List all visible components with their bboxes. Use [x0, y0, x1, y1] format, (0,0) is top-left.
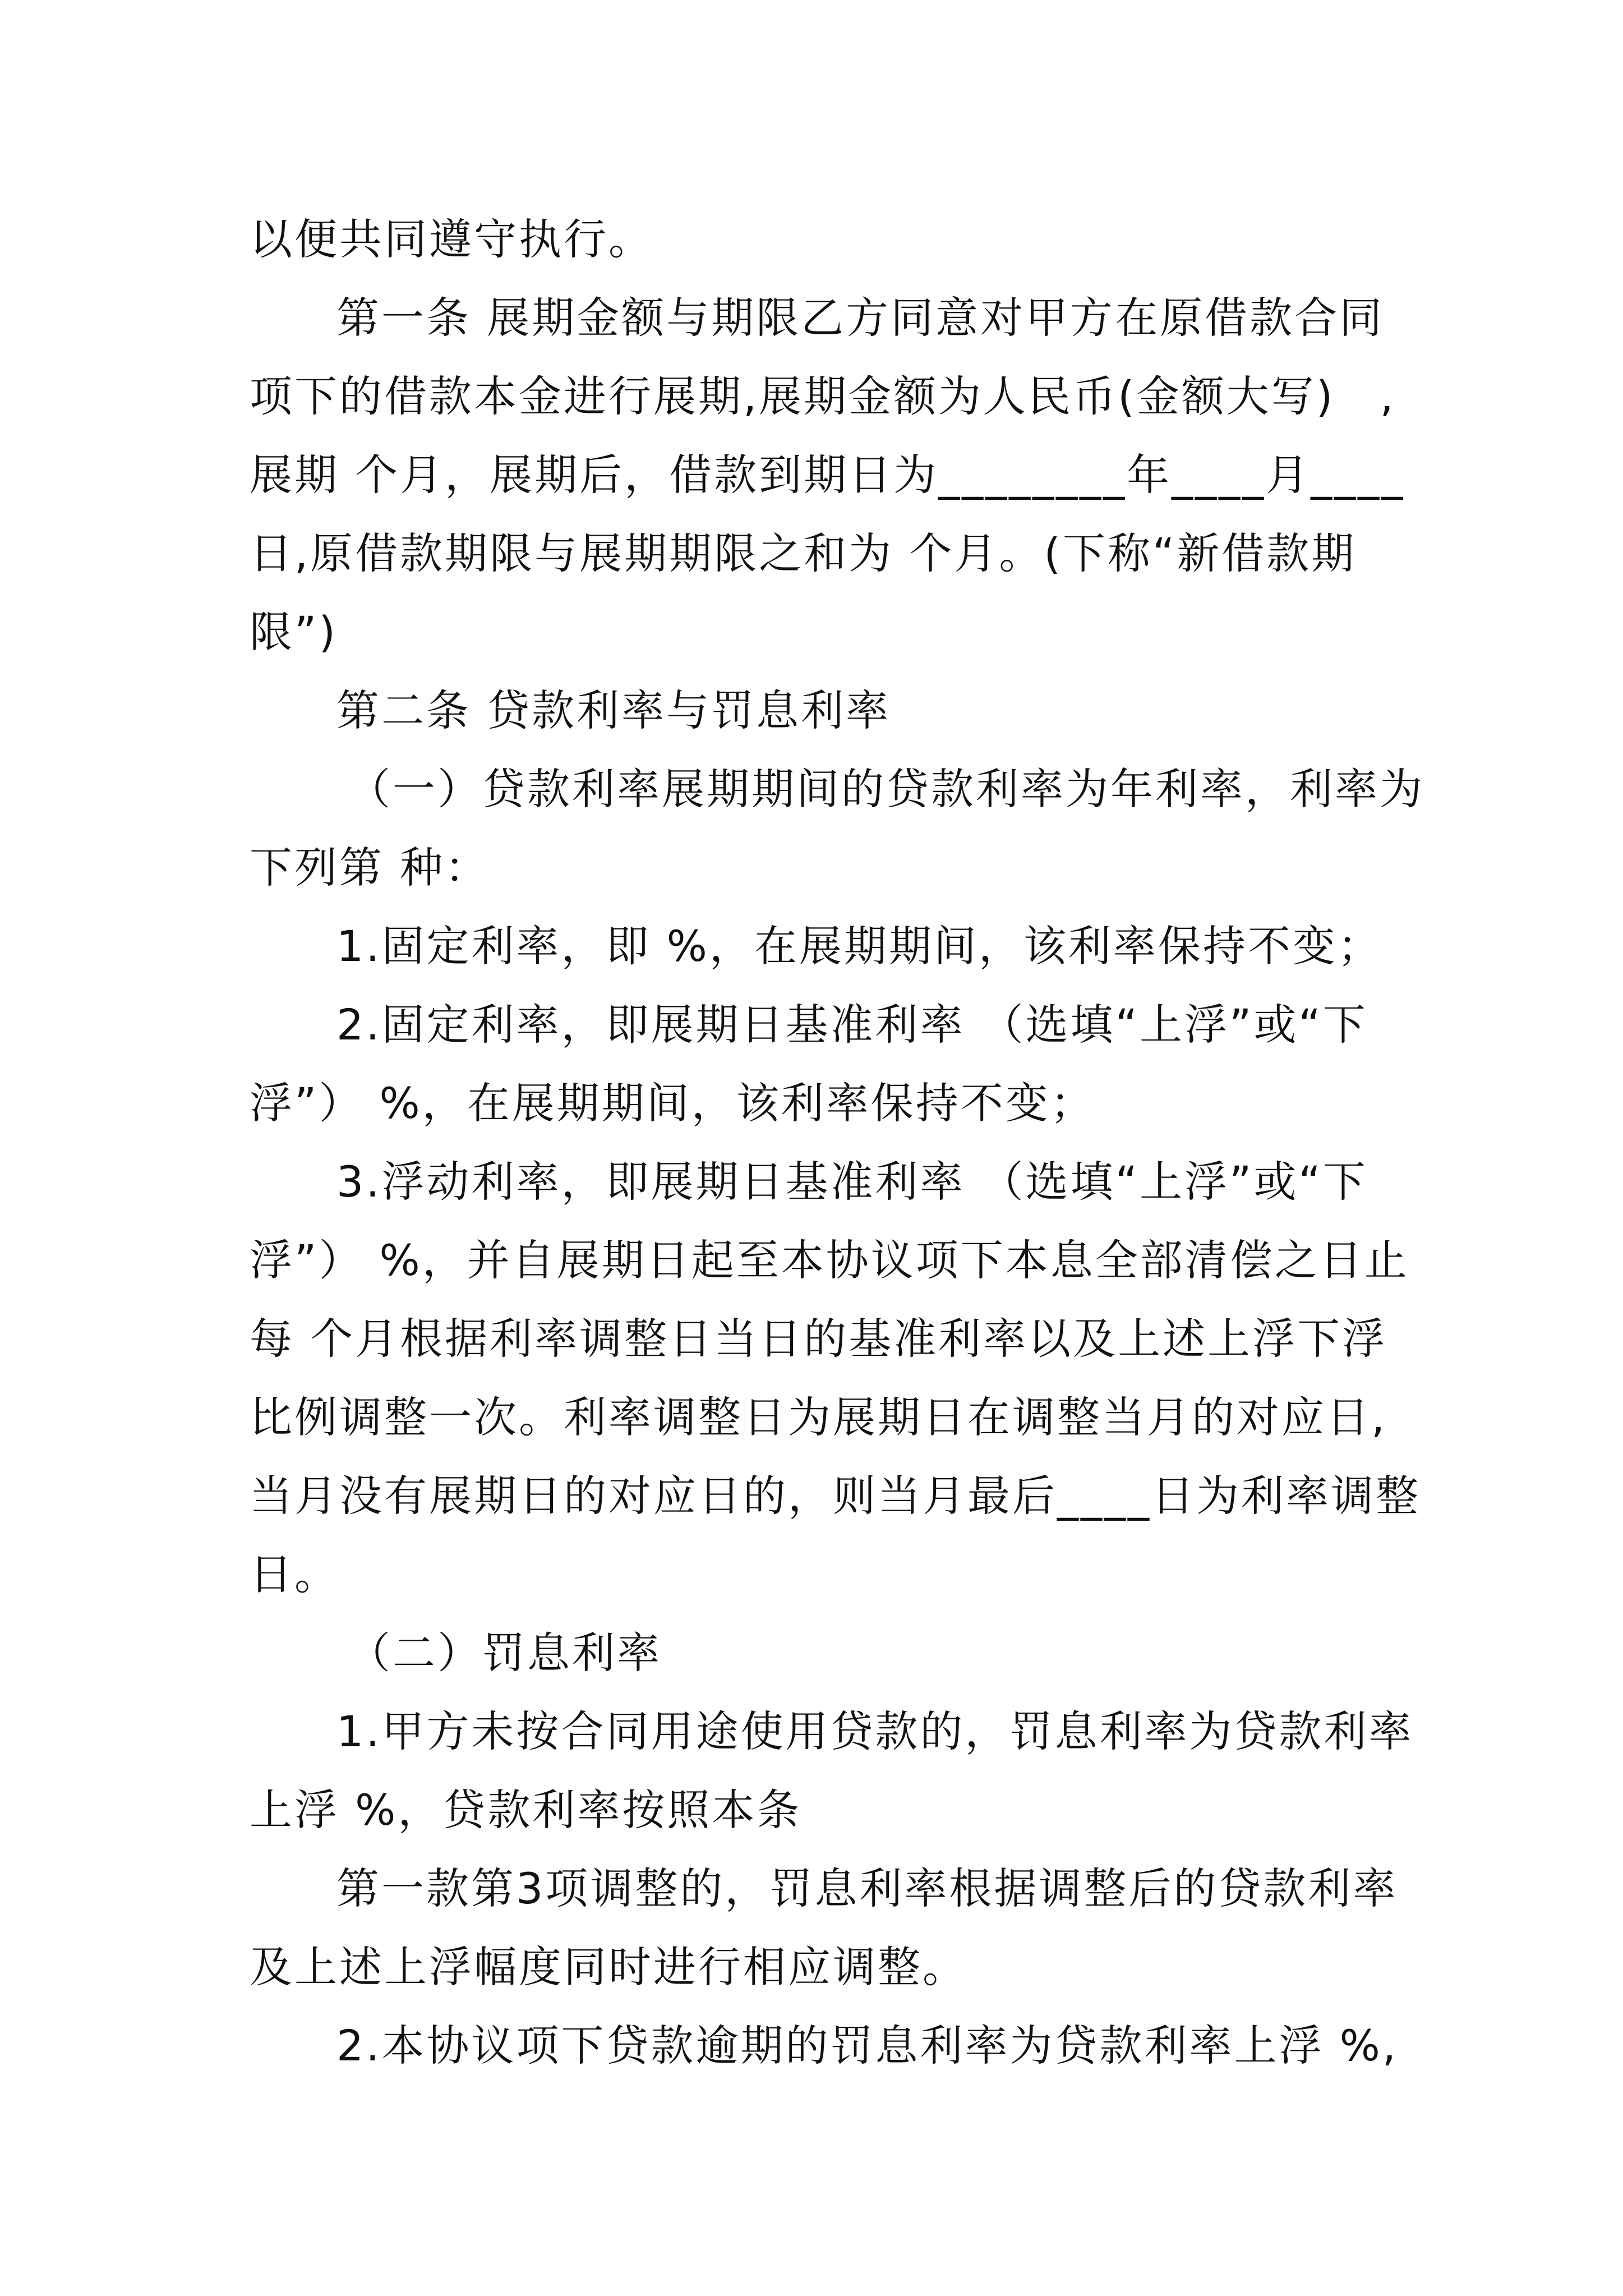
text-line-5: 日,原借款期限与展期期限之和为 个月。(下称“新借款期 — [250, 528, 1357, 578]
text-line-17: 当月没有展期日的对应日的，则当月最后____日为利率调整 — [250, 1471, 1421, 1521]
section-2-heading: （二）罚息利率 — [348, 1628, 662, 1678]
text-line-14: 浮”） %，并自展期日起至本协议项下本息全部清偿之日止 — [250, 1235, 1409, 1285]
text-line-15: 每 个月根据利率调整日当日的基准利率以及上述上浮下浮 — [250, 1314, 1387, 1364]
text-line-3: 项下的借款本金进行展期,展期金额为人民币(金额大写) , — [250, 371, 1396, 421]
text-line-21: 上浮 %，贷款利率按照本条 — [250, 1785, 802, 1835]
article-2-heading: 第二条 贷款利率与罚息利率 — [336, 685, 891, 735]
penalty-item-1: 1.甲方未按合同用途使用贷款的，罚息利率为贷款利率 — [336, 1706, 1414, 1756]
article-1-heading: 第一条 展期金额与期限乙方同意对甲方在原借款合同 — [336, 293, 1385, 343]
item-1: 1.固定利率，即 %，在展期期间，该利率保持不变； — [336, 921, 1382, 971]
text-line-18: 日。 — [250, 1549, 339, 1599]
penalty-item-2: 2.本协议项下贷款逾期的罚息利率为贷款利率上浮 %, — [336, 2021, 1399, 2070]
text-line-12: 浮”） %，在展期期间，该利率保持不变； — [250, 1078, 1095, 1128]
text-line-4: 展期 个月，展期后，借款到期日为________年____月____ — [250, 450, 1405, 500]
text-line-23: 及上述上浮幅度同时进行相应调整。 — [250, 1942, 967, 1992]
item-3: 3.浮动利率，即展期日基准利率 （选填“上浮”或“下 — [336, 1157, 1368, 1207]
text-line-9: 下列第 种： — [250, 843, 490, 892]
text-line-6: 限”) — [250, 607, 338, 657]
section-1-heading: （一）贷款利率展期期间的贷款利率为年利率，利率为 — [348, 764, 1424, 814]
text-line-1: 以便共同遵守执行。 — [250, 214, 653, 264]
item-2: 2.固定利率，即展期日基准利率 （选填“上浮”或“下 — [336, 1000, 1368, 1050]
text-line-16: 比例调整一次。利率调整日为展期日在调整当月的对应日, — [250, 1392, 1387, 1442]
text-line-22: 第一款第3项调整的，罚息利率根据调整后的贷款利率 — [336, 1864, 1398, 1913]
